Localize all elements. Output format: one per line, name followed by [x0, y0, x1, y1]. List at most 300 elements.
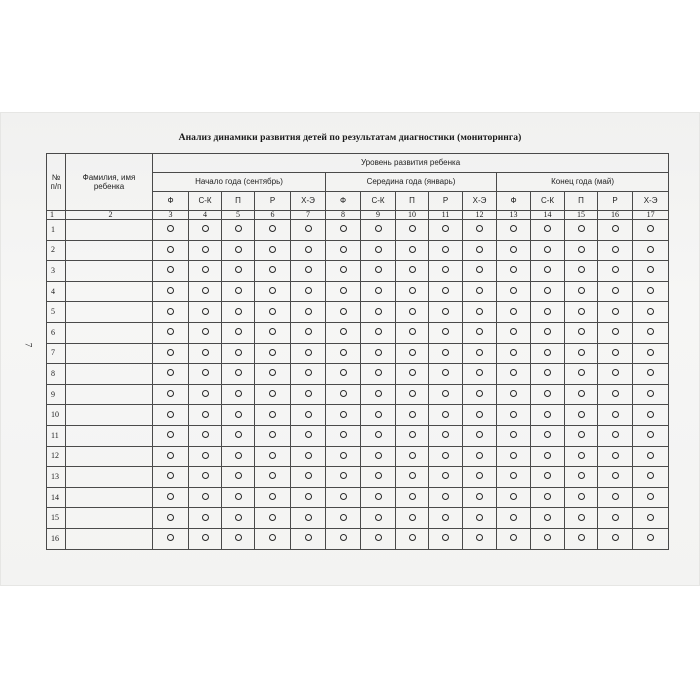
mark-cell[interactable] — [429, 508, 463, 529]
mark-cell[interactable] — [598, 240, 633, 261]
mark-cell[interactable] — [531, 528, 565, 549]
table-row — [47, 528, 669, 549]
mark-cell[interactable] — [429, 405, 463, 426]
mark-cell[interactable] — [633, 425, 669, 446]
mark-cell[interactable] — [565, 281, 598, 302]
empty-circle-icon — [442, 431, 449, 438]
mark-cell[interactable] — [598, 487, 633, 508]
mark-cell[interactable] — [531, 343, 565, 364]
mark-cell[interactable] — [463, 446, 497, 467]
row-number: 12 — [47, 446, 66, 467]
mark-cell[interactable] — [153, 528, 189, 549]
mark-cell[interactable] — [633, 364, 669, 385]
mark-cell[interactable] — [255, 508, 291, 529]
mark-cell[interactable] — [222, 528, 255, 549]
mark-cell[interactable] — [291, 467, 326, 488]
mark-cell[interactable] — [361, 467, 396, 488]
mark-cell[interactable] — [153, 261, 189, 282]
empty-circle-icon — [544, 328, 551, 335]
mark-cell[interactable] — [463, 508, 497, 529]
mark-cell[interactable] — [463, 240, 497, 261]
child-name-cell[interactable] — [66, 281, 153, 302]
mark-cell[interactable] — [497, 302, 531, 323]
mark-cell[interactable] — [222, 384, 255, 405]
mark-cell[interactable] — [633, 261, 669, 282]
mark-cell[interactable] — [598, 281, 633, 302]
mark-cell[interactable] — [565, 343, 598, 364]
mark-cell[interactable] — [326, 528, 361, 549]
mark-cell[interactable] — [396, 240, 429, 261]
mark-cell[interactable] — [189, 261, 222, 282]
mark-cell[interactable] — [291, 281, 326, 302]
mark-cell[interactable] — [153, 467, 189, 488]
mark-cell[interactable] — [189, 528, 222, 549]
mark-cell[interactable] — [598, 302, 633, 323]
row-number: 6 — [47, 322, 66, 343]
mark-cell[interactable] — [222, 405, 255, 426]
mark-cell[interactable] — [633, 240, 669, 261]
mark-cell[interactable] — [291, 508, 326, 529]
mark-cell[interactable] — [189, 487, 222, 508]
mark-cell[interactable] — [153, 302, 189, 323]
mark-cell[interactable] — [531, 281, 565, 302]
empty-circle-icon — [269, 390, 276, 397]
mark-cell[interactable] — [222, 343, 255, 364]
mark-cell[interactable] — [153, 322, 189, 343]
mark-cell[interactable] — [361, 364, 396, 385]
mark-cell[interactable] — [291, 487, 326, 508]
mark-cell[interactable] — [429, 302, 463, 323]
mark-cell[interactable] — [189, 467, 222, 488]
empty-circle-icon — [235, 514, 242, 521]
mark-cell[interactable] — [255, 384, 291, 405]
mark-cell[interactable] — [598, 364, 633, 385]
mark-cell[interactable] — [429, 343, 463, 364]
mark-cell[interactable] — [463, 322, 497, 343]
mark-cell[interactable] — [497, 487, 531, 508]
row-number: 1 — [47, 220, 66, 241]
empty-circle-icon — [647, 369, 654, 376]
child-name-cell[interactable] — [66, 425, 153, 446]
mark-cell[interactable] — [255, 322, 291, 343]
mark-cell[interactable] — [463, 343, 497, 364]
mark-cell[interactable] — [255, 487, 291, 508]
mark-cell[interactable] — [633, 467, 669, 488]
mark-cell[interactable] — [531, 487, 565, 508]
mark-cell[interactable] — [531, 508, 565, 529]
mark-cell[interactable] — [497, 508, 531, 529]
child-name-cell[interactable] — [66, 322, 153, 343]
mark-cell[interactable] — [255, 528, 291, 549]
mark-cell[interactable] — [153, 281, 189, 302]
mark-cell[interactable] — [361, 508, 396, 529]
mark-cell[interactable] — [497, 261, 531, 282]
row-number: 10 — [47, 405, 66, 426]
empty-circle-icon — [578, 534, 585, 541]
mark-cell[interactable] — [497, 405, 531, 426]
empty-circle-icon — [269, 534, 276, 541]
mark-cell[interactable] — [497, 384, 531, 405]
mark-cell[interactable] — [153, 240, 189, 261]
mark-cell[interactable] — [565, 302, 598, 323]
mark-cell[interactable] — [497, 322, 531, 343]
mark-cell[interactable] — [429, 384, 463, 405]
mark-cell[interactable] — [255, 261, 291, 282]
column-number: 3 — [153, 211, 189, 220]
mark-cell[interactable] — [153, 384, 189, 405]
mark-cell[interactable] — [565, 528, 598, 549]
mark-cell[interactable] — [189, 220, 222, 241]
mark-cell[interactable] — [598, 528, 633, 549]
mark-cell[interactable] — [291, 405, 326, 426]
mark-cell[interactable] — [222, 261, 255, 282]
mark-cell[interactable] — [153, 343, 189, 364]
mark-cell[interactable] — [361, 220, 396, 241]
mark-cell[interactable] — [531, 446, 565, 467]
mark-cell[interactable] — [361, 405, 396, 426]
mark-cell[interactable] — [222, 508, 255, 529]
mark-cell[interactable] — [153, 487, 189, 508]
mark-cell[interactable] — [326, 302, 361, 323]
mark-cell[interactable] — [531, 384, 565, 405]
mark-cell[interactable] — [291, 302, 326, 323]
mark-cell[interactable] — [361, 425, 396, 446]
mark-cell[interactable] — [565, 240, 598, 261]
mark-cell[interactable] — [255, 467, 291, 488]
mark-cell[interactable] — [633, 281, 669, 302]
mark-cell[interactable] — [497, 467, 531, 488]
mark-cell[interactable] — [633, 487, 669, 508]
empty-circle-icon — [375, 308, 382, 315]
mark-cell[interactable] — [291, 425, 326, 446]
mark-cell[interactable] — [396, 467, 429, 488]
mark-cell[interactable] — [531, 220, 565, 241]
mark-cell[interactable] — [463, 384, 497, 405]
empty-circle-icon — [612, 390, 619, 397]
mark-cell[interactable] — [598, 467, 633, 488]
mark-cell[interactable] — [598, 405, 633, 426]
mark-cell[interactable] — [396, 405, 429, 426]
mark-cell[interactable] — [326, 261, 361, 282]
table-row — [47, 487, 669, 508]
mark-cell[interactable] — [598, 384, 633, 405]
empty-circle-icon — [544, 225, 551, 232]
mark-cell[interactable] — [565, 384, 598, 405]
mark-cell[interactable] — [326, 446, 361, 467]
mark-cell[interactable] — [429, 425, 463, 446]
mark-cell[interactable] — [326, 281, 361, 302]
mark-cell[interactable] — [291, 240, 326, 261]
mark-cell[interactable] — [153, 508, 189, 529]
mark-cell[interactable] — [396, 261, 429, 282]
mark-cell[interactable] — [531, 322, 565, 343]
table-row — [47, 508, 669, 529]
mark-cell[interactable] — [153, 425, 189, 446]
mark-cell[interactable] — [497, 425, 531, 446]
child-name-cell[interactable] — [66, 364, 153, 385]
mark-cell[interactable] — [222, 281, 255, 302]
mark-cell[interactable] — [255, 220, 291, 241]
mark-cell[interactable] — [189, 281, 222, 302]
child-name-cell[interactable] — [66, 508, 153, 529]
mark-cell[interactable] — [429, 281, 463, 302]
mark-cell[interactable] — [598, 425, 633, 446]
child-name-cell[interactable] — [66, 467, 153, 488]
mark-cell[interactable] — [222, 220, 255, 241]
mark-cell[interactable] — [429, 446, 463, 467]
mark-cell[interactable] — [396, 528, 429, 549]
empty-circle-icon — [409, 308, 416, 315]
mark-cell[interactable] — [531, 261, 565, 282]
mark-cell[interactable] — [361, 322, 396, 343]
mark-cell[interactable] — [497, 446, 531, 467]
mark-cell[interactable] — [633, 322, 669, 343]
empty-circle-icon — [167, 246, 174, 253]
mark-cell[interactable] — [396, 446, 429, 467]
mark-cell[interactable] — [255, 281, 291, 302]
mark-cell[interactable] — [396, 281, 429, 302]
mark-cell[interactable] — [396, 508, 429, 529]
mark-cell[interactable] — [429, 240, 463, 261]
mark-cell[interactable] — [291, 384, 326, 405]
mark-cell[interactable] — [326, 220, 361, 241]
empty-circle-icon — [167, 514, 174, 521]
mark-cell[interactable] — [531, 364, 565, 385]
mark-cell[interactable] — [633, 384, 669, 405]
mark-cell[interactable] — [565, 487, 598, 508]
mark-cell[interactable] — [326, 384, 361, 405]
mark-cell[interactable] — [153, 220, 189, 241]
mark-cell[interactable] — [291, 322, 326, 343]
empty-circle-icon — [612, 493, 619, 500]
mark-cell[interactable] — [361, 487, 396, 508]
mark-cell[interactable] — [598, 508, 633, 529]
mark-cell[interactable] — [255, 343, 291, 364]
table-row — [47, 384, 669, 405]
mark-cell[interactable] — [633, 528, 669, 549]
empty-circle-icon — [235, 328, 242, 335]
mark-cell[interactable] — [189, 446, 222, 467]
mark-cell[interactable] — [565, 261, 598, 282]
mark-cell[interactable] — [396, 364, 429, 385]
child-name-cell[interactable] — [66, 405, 153, 426]
column-number: 2 — [66, 211, 153, 220]
mark-cell[interactable] — [222, 425, 255, 446]
mark-cell[interactable] — [633, 508, 669, 529]
mark-cell[interactable] — [565, 220, 598, 241]
mark-cell[interactable] — [463, 528, 497, 549]
row-number: 15 — [47, 508, 66, 529]
mark-cell[interactable] — [531, 240, 565, 261]
mark-cell[interactable] — [255, 302, 291, 323]
mark-cell[interactable] — [598, 322, 633, 343]
mark-cell[interactable] — [429, 487, 463, 508]
mark-cell[interactable] — [463, 405, 497, 426]
mark-cell[interactable] — [361, 261, 396, 282]
mark-cell[interactable] — [255, 240, 291, 261]
mark-cell[interactable] — [396, 220, 429, 241]
empty-circle-icon — [167, 287, 174, 294]
mark-cell[interactable] — [565, 508, 598, 529]
mark-cell[interactable] — [326, 405, 361, 426]
mark-cell[interactable] — [222, 487, 255, 508]
mark-cell[interactable] — [565, 322, 598, 343]
child-name-cell[interactable] — [66, 487, 153, 508]
mark-cell[interactable] — [361, 384, 396, 405]
mark-cell[interactable] — [255, 405, 291, 426]
mark-cell[interactable] — [633, 446, 669, 467]
mark-cell[interactable] — [222, 322, 255, 343]
mark-cell[interactable] — [189, 405, 222, 426]
empty-circle-icon — [340, 390, 347, 397]
mark-cell[interactable] — [153, 405, 189, 426]
mark-cell[interactable] — [189, 240, 222, 261]
mark-cell[interactable] — [565, 446, 598, 467]
mark-cell[interactable] — [326, 467, 361, 488]
mark-cell[interactable] — [429, 220, 463, 241]
child-name-cell[interactable] — [66, 384, 153, 405]
mark-cell[interactable] — [222, 302, 255, 323]
mark-cell[interactable] — [463, 364, 497, 385]
mark-cell[interactable] — [565, 405, 598, 426]
sub-column-header: Ф — [326, 192, 361, 211]
mark-cell[interactable] — [189, 364, 222, 385]
mark-cell[interactable] — [463, 467, 497, 488]
mark-cell[interactable] — [497, 343, 531, 364]
mark-cell[interactable] — [222, 446, 255, 467]
empty-circle-icon — [375, 534, 382, 541]
mark-cell[interactable] — [463, 261, 497, 282]
mark-cell[interactable] — [531, 302, 565, 323]
mark-cell[interactable] — [633, 220, 669, 241]
empty-circle-icon — [375, 225, 382, 232]
mark-cell[interactable] — [326, 322, 361, 343]
mark-cell[interactable] — [396, 343, 429, 364]
mark-cell[interactable] — [429, 261, 463, 282]
mark-cell[interactable] — [153, 364, 189, 385]
mark-cell[interactable] — [565, 364, 598, 385]
mark-cell[interactable] — [396, 384, 429, 405]
mark-cell[interactable] — [361, 281, 396, 302]
mark-cell[interactable] — [361, 446, 396, 467]
mark-cell[interactable] — [429, 364, 463, 385]
mark-cell[interactable] — [361, 302, 396, 323]
mark-cell[interactable] — [531, 405, 565, 426]
mark-cell[interactable] — [497, 528, 531, 549]
mark-cell[interactable] — [633, 302, 669, 323]
mark-cell[interactable] — [463, 425, 497, 446]
mark-cell[interactable] — [598, 446, 633, 467]
empty-circle-icon — [612, 246, 619, 253]
mark-cell[interactable] — [361, 343, 396, 364]
mark-cell[interactable] — [497, 240, 531, 261]
mark-cell[interactable] — [396, 487, 429, 508]
empty-circle-icon — [305, 411, 312, 418]
child-name-cell[interactable] — [66, 302, 153, 323]
mark-cell[interactable] — [429, 467, 463, 488]
child-name-cell[interactable] — [66, 240, 153, 261]
empty-circle-icon — [375, 390, 382, 397]
mark-cell[interactable] — [291, 528, 326, 549]
empty-circle-icon — [612, 349, 619, 356]
mark-cell[interactable] — [255, 446, 291, 467]
mark-cell[interactable] — [189, 384, 222, 405]
mark-cell[interactable] — [633, 405, 669, 426]
mark-cell[interactable] — [326, 508, 361, 529]
empty-circle-icon — [476, 390, 483, 397]
mark-cell[interactable] — [429, 322, 463, 343]
mark-cell[interactable] — [291, 220, 326, 241]
mark-cell[interactable] — [565, 425, 598, 446]
child-name-cell[interactable] — [66, 261, 153, 282]
mark-cell[interactable] — [291, 364, 326, 385]
mark-cell[interactable] — [291, 261, 326, 282]
empty-circle-icon — [269, 452, 276, 459]
mark-cell[interactable] — [326, 364, 361, 385]
mark-cell[interactable] — [361, 240, 396, 261]
mark-cell[interactable] — [255, 364, 291, 385]
mark-cell[interactable] — [396, 425, 429, 446]
mark-cell[interactable] — [222, 467, 255, 488]
mark-cell[interactable] — [396, 302, 429, 323]
mark-cell[interactable] — [598, 343, 633, 364]
mark-cell[interactable] — [531, 425, 565, 446]
child-name-cell[interactable] — [66, 446, 153, 467]
mark-cell[interactable] — [222, 240, 255, 261]
empty-circle-icon — [476, 534, 483, 541]
empty-circle-icon — [510, 514, 517, 521]
mark-cell[interactable] — [396, 322, 429, 343]
mark-cell[interactable] — [497, 220, 531, 241]
mark-cell[interactable] — [361, 528, 396, 549]
child-name-cell[interactable] — [66, 528, 153, 549]
empty-circle-icon — [202, 452, 209, 459]
empty-circle-icon — [167, 328, 174, 335]
mark-cell[interactable] — [326, 487, 361, 508]
mark-cell[interactable] — [153, 446, 189, 467]
empty-circle-icon — [375, 349, 382, 356]
mark-cell[interactable] — [497, 281, 531, 302]
mark-cell[interactable] — [291, 343, 326, 364]
child-name-cell[interactable] — [66, 343, 153, 364]
mark-cell[interactable] — [255, 425, 291, 446]
mark-cell[interactable] — [463, 487, 497, 508]
mark-cell[interactable] — [598, 220, 633, 241]
mark-cell[interactable] — [633, 343, 669, 364]
mark-cell[interactable] — [189, 322, 222, 343]
table-row — [47, 405, 669, 426]
mark-cell[interactable] — [326, 240, 361, 261]
mark-cell[interactable] — [497, 364, 531, 385]
mark-cell[interactable] — [326, 343, 361, 364]
mark-cell[interactable] — [463, 302, 497, 323]
mark-cell[interactable] — [326, 425, 361, 446]
mark-cell[interactable] — [222, 364, 255, 385]
mark-cell[interactable] — [463, 220, 497, 241]
mark-cell[interactable] — [189, 343, 222, 364]
mark-cell[interactable] — [531, 467, 565, 488]
empty-circle-icon — [235, 411, 242, 418]
mark-cell[interactable] — [189, 425, 222, 446]
mark-cell[interactable] — [291, 446, 326, 467]
child-name-cell[interactable] — [66, 220, 153, 241]
mark-cell[interactable] — [463, 281, 497, 302]
mark-cell[interactable] — [189, 508, 222, 529]
mark-cell[interactable] — [429, 528, 463, 549]
mark-cell[interactable] — [189, 302, 222, 323]
mark-cell[interactable] — [565, 467, 598, 488]
mark-cell[interactable] — [598, 261, 633, 282]
